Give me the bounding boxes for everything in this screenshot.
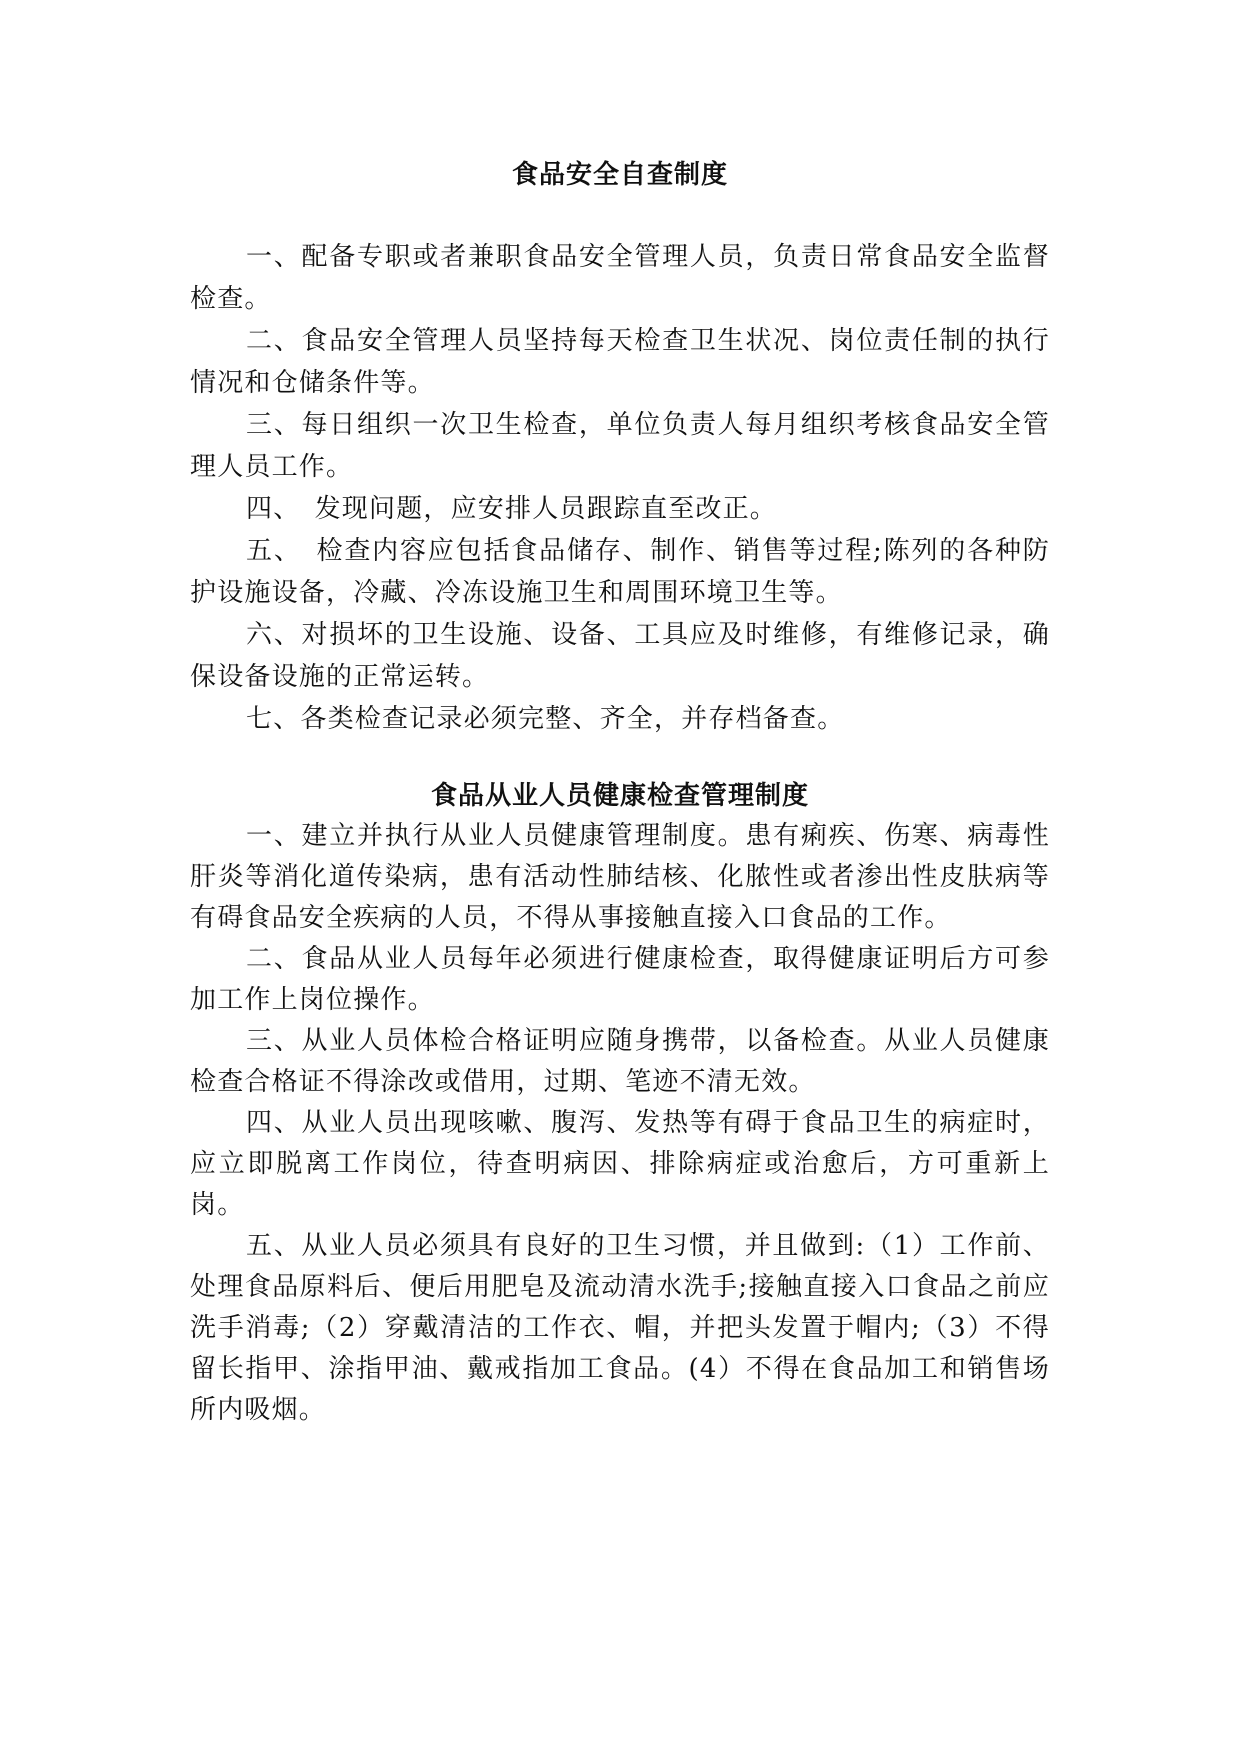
section-1-body bbox=[190, 236, 1050, 740]
section-2-title: 食品从业人员健康检查管理制度 bbox=[430, 781, 809, 811]
section-2-paragraph-3: 三、从业人员体检合格证明应随身携带，以备检查。从业人员健康检查合格证不得涂改或借用，过期、笔迹不清无效。 bbox=[190, 1026, 1050, 1097]
section-1-title: 食品安全自查制度 bbox=[511, 160, 728, 190]
section-1-paragraph-5: 五、 检查内容应包括食品储存、制作、销售等过程;陈列的各种防护设施设备，冷藏、冷冻设施卫生和周围环境卫生等。 bbox=[190, 536, 1050, 608]
section-2-paragraph-2: 二、食品从业人员每年必须进行健康检查，取得健康证明后方可参加工作上岗位操作。 bbox=[190, 944, 1050, 1015]
section-2-paragraph-1: 一、建立并执行从业人员健康管理制度。患有痢疾、伤寒、病毒性肝炎等消化道传染病，患有活动性肺结核、化脓性或者渗出性皮肤病等有碍食品安全疾病的人员，不得从事接触直接入口食品的工作。 bbox=[190, 821, 1050, 933]
section-1-paragraph-7: 七、各类检查记录必须完整、齐全，并存档备查。 bbox=[246, 704, 845, 734]
section-1-paragraph-6: 六、对损坏的卫生设施、设备、工具应及时维修，有维修记录，确保设备设施的正常运转。 bbox=[190, 620, 1050, 692]
section-2-paragraph-4: 四、从业人员出现咳嗽、腹泻、发热等有碍于食品卫生的病症时，应立即脱离工作岗位，待查明病因、排除病症或治愈后，方可重新上岗。 bbox=[190, 1108, 1050, 1220]
section-1-paragraph-1: 一、配备专职或者兼职食品安全管理人员，负责日常食品安全监督检查。 bbox=[190, 242, 1050, 314]
section-1-paragraph-3: 三、每日组织一次卫生检查，单位负责人每月组织考核食品安全管理人员工作。 bbox=[190, 410, 1050, 482]
section-1-paragraph-4: 四、 发现问题，应安排人员跟踪直至改正。 bbox=[246, 494, 778, 524]
section-2-body bbox=[190, 816, 1050, 1431]
section-2-paragraph-5: 五、从业人员必须具有良好的卫生习惯，并且做到:（1）工作前、处理食品原料后、便后用肥皂及流动清水洗手;接触直接入口食品之前应洗手消毒;（2）穿戴清洁的工作衣、帽，并把头发置于帽内;（3）不得留长指甲、涂指甲油、戴戒指加工食品。(4）不得在食品加工和销售场所内吸烟。 bbox=[190, 1231, 1050, 1425]
section-1-paragraph-2: 二、食品安全管理人员坚持每天检查卫生状况、岗位责任制的执行情况和仓储条件等。 bbox=[190, 326, 1050, 398]
